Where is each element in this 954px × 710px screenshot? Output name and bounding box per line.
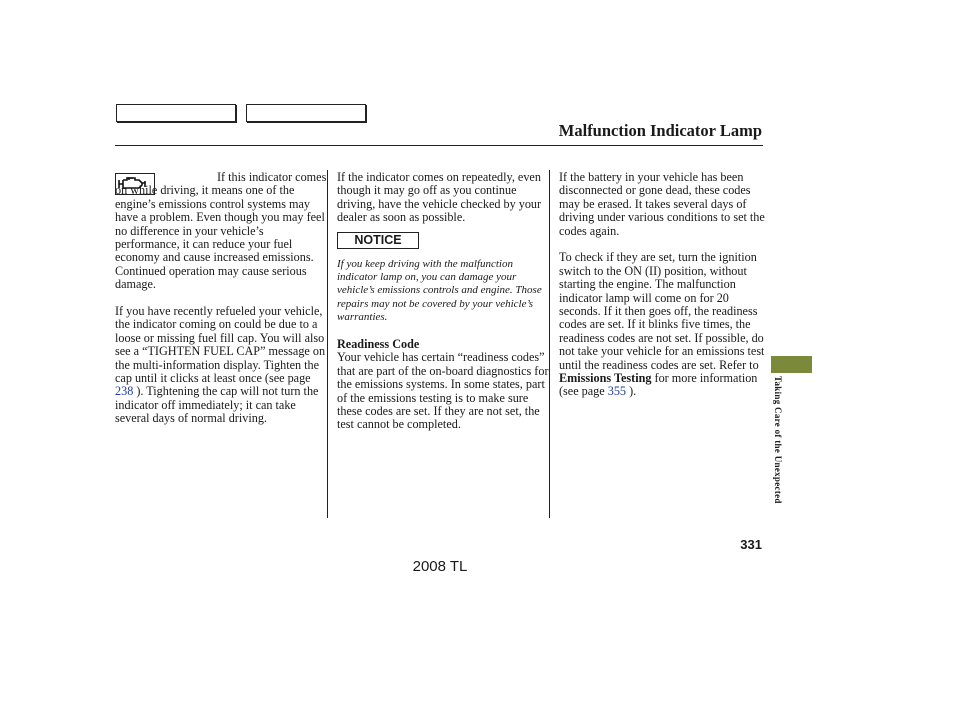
emissions-testing-ref: Emissions Testing [559, 371, 652, 386]
paragraph-intro: If this indicator comes on while driving, it means one of the engine’s emissions control systems may have a problem. Even though you may feel no difference in your vehicle’s performance, it can reduce your fuel economy and cause increased emissions. Continued operation may cause serious damage. [115, 170, 327, 292]
column-1 [115, 171, 327, 426]
section-label: Taking Care of the Unexpected [773, 376, 783, 504]
notice-label: NOTICE [337, 232, 419, 249]
page-link-355[interactable]: 355 [607, 384, 627, 399]
nav-button-1[interactable] [116, 104, 236, 122]
check-engine-icon [115, 173, 155, 195]
notice-text: If you keep driving with the malfunction indicator lamp on, you can damage your vehicle’s emissions controls and engine. Those repairs may not be covered by your vehicle’s warranties. [337, 257, 542, 324]
paragraph-refuel: If you have recently refueled your vehicle, the indicator coming on could be due to a loose or missing fuel fill cap. You will also see a “TIGHTEN FUEL CAP” message on the multi-information display. Tighten the cap until it clicks at least once (see page 238 ). Tightening the cap will not turn the indicator off immediately; it can take several days of normal driving. [115, 304, 326, 426]
paragraph-repeated: If the indicator comes on repeatedly, even though it may go off as you continue driving, have the vehicle checked by your dealer as soon as possible. [337, 170, 542, 225]
column-3 [559, 171, 771, 399]
paragraph-readiness: Your vehicle has certain “readiness codes” that are part of the on-board diagnostics for the emissions systems. In some states, part of the emissions testing is to make sure these codes are set. If they are not set, the test cannot be completed. [337, 350, 549, 432]
paragraph-battery: If the battery in your vehicle has been disconnected or gone dead, these codes may be erased. It takes several days of driving under various conditions to set the codes again. [559, 170, 765, 238]
page-title: Malfunction Indicator Lamp [558, 121, 762, 140]
page-link-238[interactable]: 238 [115, 384, 134, 399]
paragraph-check: To check if they are set, turn the ignition switch to the ON (II) position, without starting the engine. The malfunction indicator lamp will come on for 20 seconds. If it then goes off, the readiness codes are set. If it blinks five times, the readiness codes are not set. If possible, do not take your vehicle for an emissions test until the readiness codes are set. Refer to Emissions Testing for more information (see page 355 ). [559, 250, 765, 399]
readiness-heading: Readiness Code [337, 337, 420, 352]
footer-model: 2008 TL [412, 558, 468, 575]
title-rule [115, 145, 763, 146]
page-number: 331 [740, 537, 762, 552]
nav-button-2[interactable] [246, 104, 366, 122]
section-tab[interactable] [771, 356, 812, 373]
column-divider-2 [549, 170, 550, 518]
column-2 [337, 171, 549, 432]
column-divider-1 [327, 170, 328, 518]
